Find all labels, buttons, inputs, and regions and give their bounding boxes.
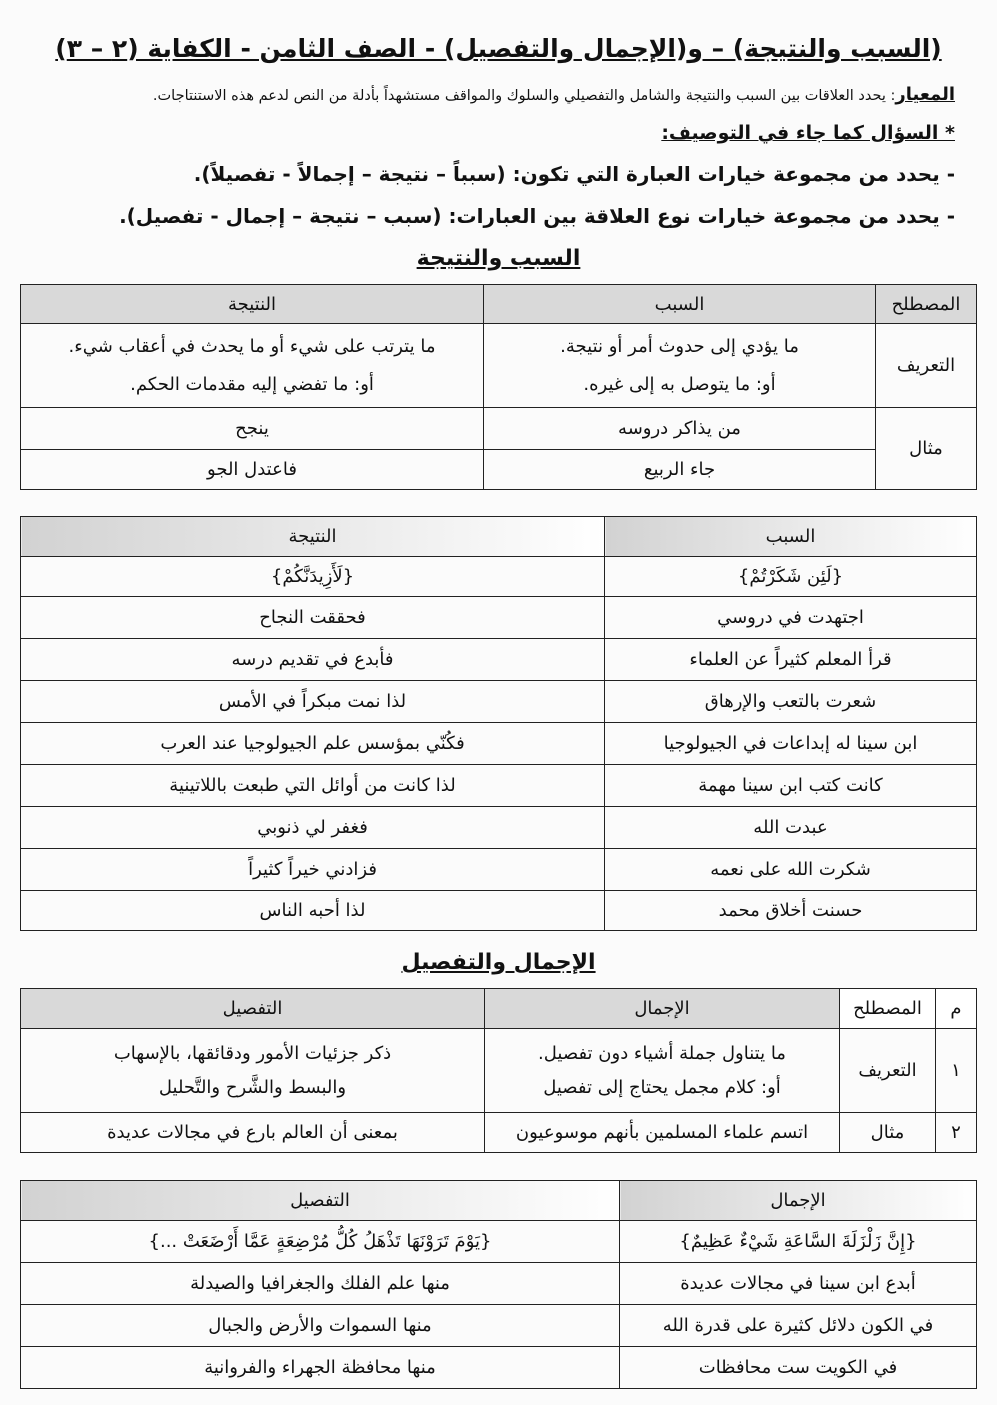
definition-label: التعريف: [876, 324, 977, 408]
header-term: المصطلح: [876, 285, 977, 324]
term-cell: مثال: [840, 1113, 936, 1153]
cause-cell: عبدت الله: [605, 807, 977, 849]
table-row: [21, 557, 977, 597]
detail-line: ذكر جزئيات الأمور ودقائقها، بالإسهاب: [113, 1042, 392, 1064]
table-row: [21, 891, 977, 931]
example-result: ينجح: [21, 408, 484, 450]
header-cause: السبب: [484, 285, 876, 324]
result-cell: لذا أحبه الناس: [21, 891, 605, 931]
result-cell: فأبدع في تقديم درسه: [21, 639, 605, 681]
example-cause: جاء الربيع: [484, 450, 876, 490]
definition-result-line: ما يترتب على شيء أو ما يحدث في أعقاب شيء.: [68, 335, 436, 357]
detail-cell: منها محافظة الجهراء والفروانية: [21, 1347, 620, 1389]
table-row: [21, 1113, 977, 1153]
summary-cell: [485, 1029, 840, 1113]
header-cause: السبب: [605, 517, 977, 557]
cause-definition-table: [20, 284, 977, 490]
detail-cell: منها علم الفلك والجغرافيا والصيدلة: [21, 1263, 620, 1305]
detail-cell: [21, 1029, 485, 1113]
cause-cell: قرأ المعلم كثيراً عن العلماء: [605, 639, 977, 681]
row-number: ١: [936, 1029, 977, 1113]
summary-line: ما يتناول جملة أشياء دون تفصيل.: [538, 1042, 786, 1064]
definition-result: [21, 324, 484, 408]
cause-examples-table: [20, 516, 977, 931]
detail-section-title: الإجمال والتفصيل: [401, 950, 596, 975]
definition-cause-line: ما يؤدي إلى حدوث أمر أو نتيجة.: [560, 335, 799, 357]
header-result: النتيجة: [21, 285, 484, 324]
cause-cell: حسنت أخلاق محمد: [605, 891, 977, 931]
summary-line: أو: كلام مجمل يحتاج إلى تفصيل: [543, 1076, 781, 1098]
example-cause: من يذاكر دروسه: [484, 408, 876, 450]
result-cell: فزادني خيراً كثيراً: [21, 849, 605, 891]
table-row: [21, 681, 977, 723]
standard-label: المعيار: [895, 84, 955, 105]
row-number: ٢: [936, 1113, 977, 1153]
header-summary: الإجمال: [485, 989, 840, 1029]
summary-cell: {إِنَّ زَلْزَلَةَ السَّاعَةِ شَيْءٌ عَظِيمٌ}: [620, 1221, 977, 1263]
example-label: مثال: [876, 408, 977, 490]
table-row: [21, 1305, 977, 1347]
table-row: [21, 597, 977, 639]
table-row: [21, 1347, 977, 1389]
table-row: [21, 1221, 977, 1263]
header-detail: التفصيل: [21, 989, 485, 1029]
cause-section-title: السبب والنتيجة: [416, 246, 581, 271]
cause-cell: شعرت بالتعب والإرهاق: [605, 681, 977, 723]
summary-cell: اتسم علماء المسلمين بأنهم موسوعيون: [485, 1113, 840, 1153]
header-result: النتيجة: [21, 517, 605, 557]
table-row: [21, 765, 977, 807]
cause-cell: اجتهدت في دروسي: [605, 597, 977, 639]
result-cell: لذا كانت من أوائل التي طبعت باللاتينية: [21, 765, 605, 807]
bullet-1: - يحدد من مجموعة خيارات العبارة التي تكون: (سبباً – نتيجة – إجمالاً - تفصيلاً).: [193, 162, 955, 186]
standard-line: [20, 84, 955, 105]
detail-line: والبسط والشَّرح والتَّحليل: [158, 1076, 347, 1098]
table-row: [21, 807, 977, 849]
detail-definition-table: [20, 988, 977, 1153]
page-title: (السبب والنتيجة) – و(الإجمال والتفصيل) - الصف الثامن - الكفاية (٢ – ٣): [55, 34, 942, 63]
bullet-2: - يحدد من مجموعة خيارات نوع العلاقة بين العبارات: (سبب – نتيجة – إجمال - تفصيل).: [119, 204, 955, 228]
result-cell: فحققت النجاح: [21, 597, 605, 639]
standard-text: : يحدد العلاقات بين السبب والنتيجة والشامل والتفصيلي والسلوك والمواقف مستشهداً بأدلة من النص لدعم هذه الاستنتاجات.: [152, 88, 896, 104]
table-row: [21, 723, 977, 765]
table-row: [21, 849, 977, 891]
result-cell: فغفر لي ذنوبي: [21, 807, 605, 849]
table-row: [21, 1263, 977, 1305]
header-detail: التفصيل: [21, 1181, 620, 1221]
term-cell: التعريف: [840, 1029, 936, 1113]
header-number: م: [936, 989, 977, 1029]
example-result: فاعتدل الجو: [21, 450, 484, 490]
definition-cause: [484, 324, 876, 408]
header-term: المصطلح: [840, 989, 936, 1029]
table-row: [21, 639, 977, 681]
question-heading: * السؤال كما جاء في التوصيف:: [661, 122, 955, 144]
summary-cell: في الكويت ست محافظات: [620, 1347, 977, 1389]
definition-result-line: أو: ما تفضي إليه مقدمات الحكم.: [130, 373, 374, 395]
detail-cell: بمعنى أن العالم بارع في مجالات عديدة: [21, 1113, 485, 1153]
table-row: [21, 1029, 977, 1113]
result-cell: {لَأَزِيدَنَّكُمْ}: [21, 557, 605, 597]
cause-cell: ابن سينا له إبداعات في الجيولوجيا: [605, 723, 977, 765]
result-cell: فكُنّي بمؤسس علم الجيولوجيا عند العرب: [21, 723, 605, 765]
summary-cell: أبدع ابن سينا في مجالات عديدة: [620, 1263, 977, 1305]
summary-cell: في الكون دلائل كثيرة على قدرة الله: [620, 1305, 977, 1347]
detail-cell: منها السموات والأرض والجبال: [21, 1305, 620, 1347]
result-cell: لذا نمت مبكراً في الأمس: [21, 681, 605, 723]
detail-cell: {يَوْمَ تَرَوْنَهَا تَذْهَلُ كُلُّ مُرْضِعَةٍ عَمَّا أَرْضَعَتْ ...}: [21, 1221, 620, 1263]
header-summary: الإجمال: [620, 1181, 977, 1221]
cause-cell: شكرت الله على نعمه: [605, 849, 977, 891]
detail-examples-table: [20, 1180, 977, 1389]
cause-cell: {لَئِن شَكَرْتُمْ}: [605, 557, 977, 597]
cause-cell: كانت كتب ابن سينا مهمة: [605, 765, 977, 807]
definition-cause-line: أو: ما يتوصل به إلى غيره.: [583, 373, 776, 395]
